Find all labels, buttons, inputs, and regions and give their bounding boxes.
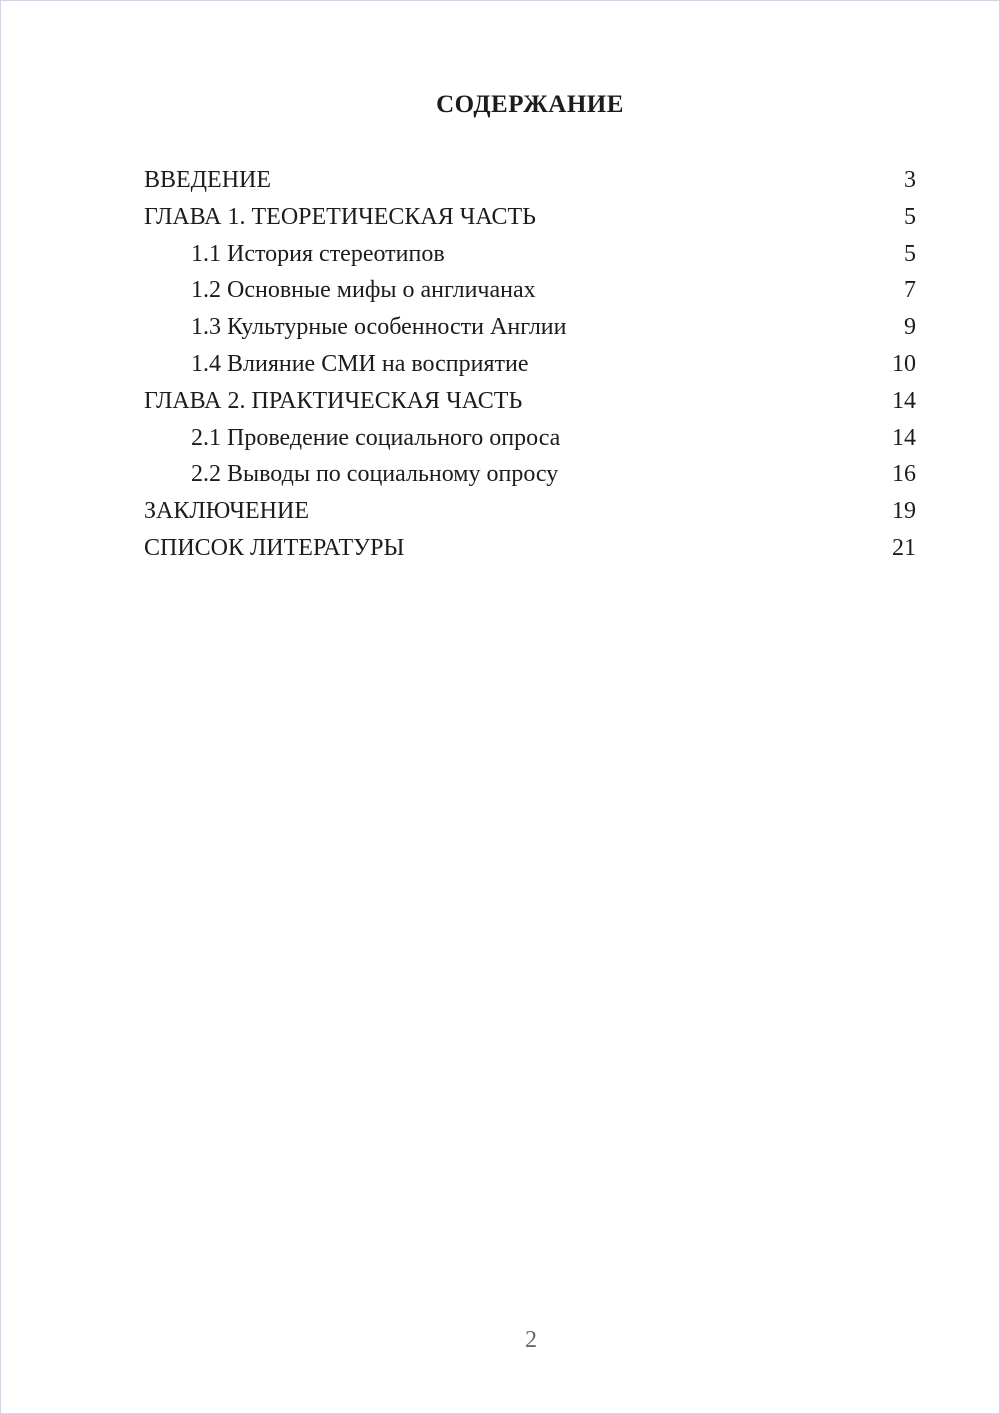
toc-entry-label: ЗАКЛЮЧЕНИЕ: [144, 498, 309, 525]
toc-entry-page-number: 14: [892, 424, 916, 451]
toc-entry-label: 1.4 Влияние СМИ на восприятие: [191, 350, 529, 377]
toc-entry: [144, 530, 916, 567]
toc-entry-page-number: 3: [904, 167, 916, 193]
toc-entry: [144, 236, 916, 273]
page-title: СОДЕРЖАНИЕ: [436, 91, 624, 118]
toc-entry-label: 2.2 Выводы по социальному опросу: [191, 461, 559, 488]
toc-entry: [144, 383, 916, 420]
toc-entry-page-number: 21: [892, 534, 916, 561]
toc-entry-label: 1.3 Культурные особенности Англии: [191, 314, 567, 341]
toc-entry-page-number: 10: [892, 350, 916, 377]
toc-entry-label: ГЛАВА 1. ТЕОРЕТИЧЕСКАЯ ЧАСТЬ: [144, 203, 536, 230]
toc-entry-page-number: 14: [892, 387, 916, 414]
toc-entry: [144, 309, 916, 346]
toc-entry: [144, 199, 916, 236]
toc-entry-page-number: 5: [904, 240, 916, 267]
toc-entry-page-number: 7: [904, 277, 916, 304]
toc-entry-label: 2.1 Проведение социального опроса: [191, 424, 561, 451]
toc-entry-label: 1.2 Основные мифы о англичанах: [191, 277, 536, 304]
table-of-contents: [144, 162, 916, 567]
toc-entry: [144, 493, 916, 530]
toc-entry-label: СПИСОК ЛИТЕРАТУРЫ: [144, 534, 405, 561]
toc-entry-page-number: 5: [904, 203, 916, 230]
toc-entry: [144, 456, 916, 493]
toc-entry-label: 1.1 История стереотипов: [191, 240, 445, 267]
toc-entry-label: ВВЕДЕНИЕ: [144, 167, 272, 193]
toc-entry: [144, 162, 916, 199]
toc-entry-page-number: 9: [904, 314, 916, 341]
toc-entry-page-number: 16: [892, 461, 916, 488]
toc-entry-label: ГЛАВА 2. ПРАКТИЧЕСКАЯ ЧАСТЬ: [144, 387, 523, 414]
toc-entry-page-number: 19: [892, 498, 916, 525]
toc-entry: [144, 272, 916, 309]
footer-page-number: 2: [525, 1327, 537, 1353]
toc-entry: [144, 420, 916, 457]
toc-entry: [144, 346, 916, 383]
